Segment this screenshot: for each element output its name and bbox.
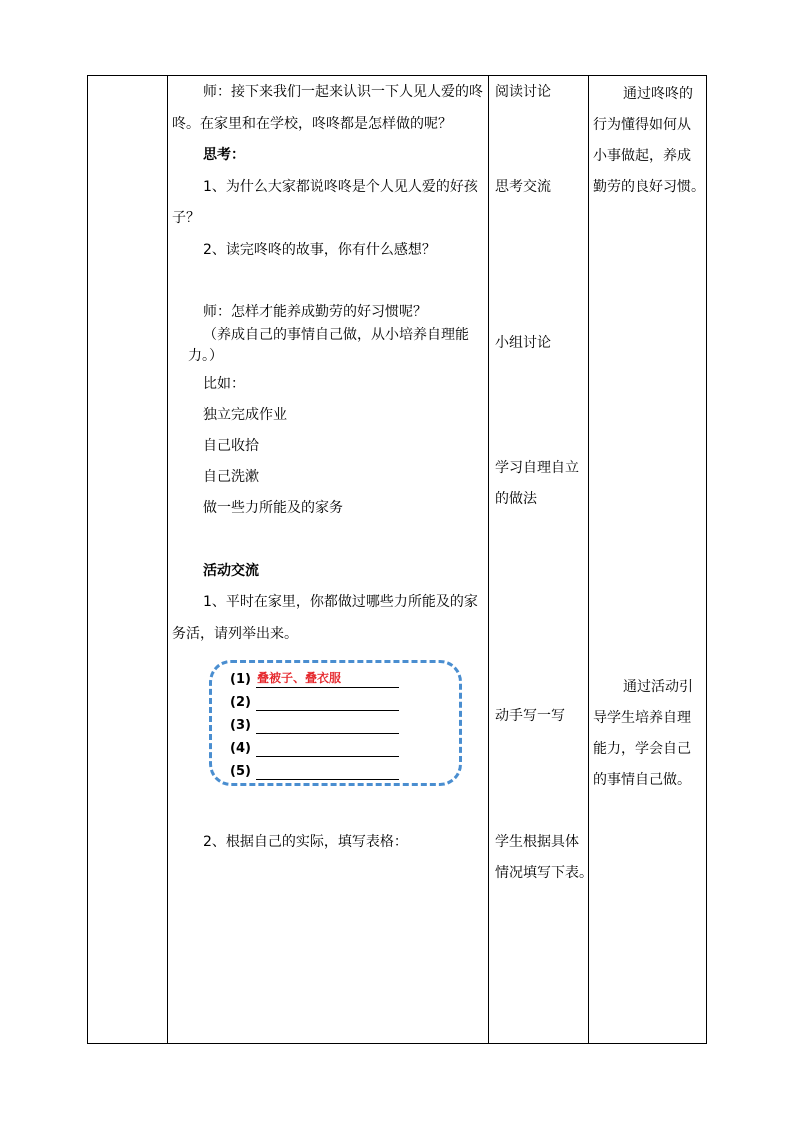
activity-line: 务活，请列举出来。 [172, 626, 298, 642]
answer-line[interactable] [256, 733, 399, 734]
question-line: 1、为什么大家都说咚咚是个人见人爱的好孩 [203, 179, 478, 195]
intent-line: 通过活动引 [623, 679, 693, 695]
answer-number: (2) [230, 695, 251, 710]
answer-number: (5) [230, 764, 251, 779]
answer-line[interactable] [256, 779, 399, 780]
content-line: 咚。在家里和在学校，咚咚都是怎样做的呢？ [172, 116, 452, 132]
section-heading: 思考： [203, 147, 245, 163]
question-line: 子？ [172, 210, 200, 226]
column-divider [588, 76, 589, 1043]
activity-cell: 动手写一写 [495, 708, 565, 724]
answer-line[interactable] [256, 710, 399, 711]
intent-line: 的事情自己做。 [593, 772, 691, 788]
example-item: 独立完成作业 [203, 407, 287, 423]
answer-number: (1) [230, 672, 251, 687]
activity-line: 2、根据自己的实际，填写表格： [203, 834, 408, 850]
activity-cell: 学生根据具体 [495, 834, 579, 850]
activity-cell: 思考交流 [495, 179, 551, 195]
activity-cell: 小组讨论 [495, 335, 551, 351]
activity-line: 1、平时在家里，你都做过哪些力所能及的家 [203, 594, 478, 610]
activity-cell: 学习自理自立 [495, 460, 579, 476]
column-divider [167, 76, 168, 1043]
intent-line: 行为懂得如何从 [593, 117, 691, 133]
activity-cell: 阅读讨论 [495, 84, 551, 100]
intent-line: 能力，学会自己 [593, 741, 691, 757]
activity-cell: 情况填写下表。 [495, 865, 593, 881]
example-item: 自己收拾 [203, 438, 259, 454]
answer-line[interactable] [256, 687, 399, 688]
answer-number: (4) [230, 741, 251, 756]
section-heading: 活动交流 [203, 563, 259, 579]
content-line: 比如： [203, 376, 245, 392]
intent-line: 小事做起，养成 [593, 148, 691, 164]
column-divider [488, 76, 489, 1043]
intent-line: 导学生培养自理 [593, 710, 691, 726]
content-line: 师：怎样才能养成勤劳的好习惯呢？ [203, 304, 427, 320]
example-item: 做一些力所能及的家务 [203, 500, 343, 516]
intent-line: 勤劳的良好习惯。 [593, 179, 705, 195]
example-item: 自己洗漱 [203, 469, 259, 485]
answer-text: 叠被子、叠衣服 [257, 671, 342, 685]
answer-line[interactable] [256, 756, 399, 757]
content-line: （养成自己的事情自己做，从小培养自理能 [203, 327, 469, 343]
activity-cell: 的做法 [495, 491, 537, 507]
question-line: 2、读完咚咚的故事，你有什么感想？ [203, 242, 436, 258]
intent-line: 通过咚咚的 [623, 86, 693, 102]
content-line: 力。） [188, 348, 223, 364]
content-line: 师：接下来我们一起来认识一下人见人爱的咚 [203, 84, 483, 100]
answer-number: (3) [230, 718, 251, 733]
